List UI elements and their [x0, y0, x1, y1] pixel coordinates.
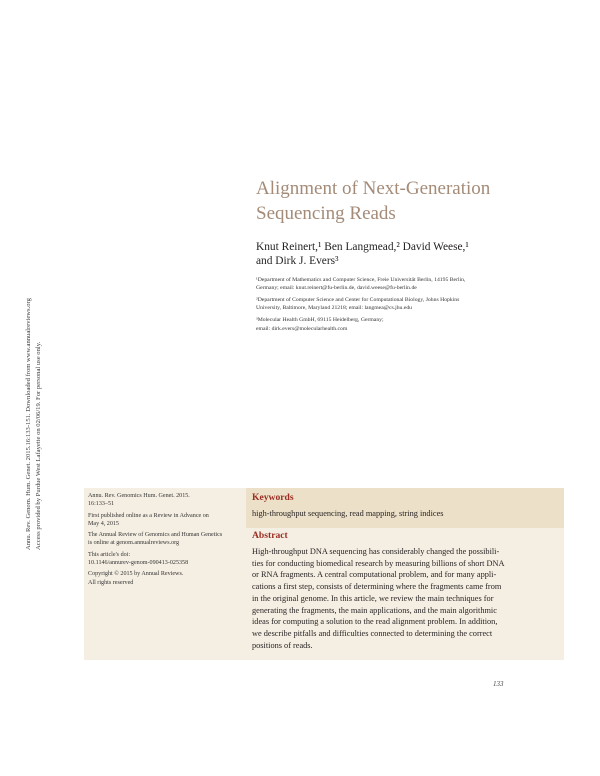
- affiliation-line: ¹Department of Mathematics and Computer Science, Freie Universität Berlin, 14195 Berlin,: [256, 277, 466, 283]
- abstract-line: we describe pitfalls and difficulties connected to determining the correct: [252, 628, 493, 638]
- copyright-line: Copyright © 2015 by Annual Reviews.: [88, 571, 184, 578]
- abstract-heading: Abstract: [252, 530, 288, 541]
- citation-line: 16:133–51: [88, 501, 115, 508]
- abstract-line: cations a first step, consists of determining where the fragments came from: [252, 582, 502, 592]
- author-list: [256, 240, 546, 268]
- online-note-line: The Annual Review of Genomics and Human Genetics: [88, 532, 223, 539]
- affiliation: [256, 276, 516, 292]
- doi-link[interactable]: 10.1146/annurev-genom-090413-025358: [88, 560, 189, 567]
- affiliation: [256, 316, 516, 332]
- author-line: Knut Reinert,¹ Ben Langmead,² David Weese,¹: [256, 241, 469, 253]
- keywords-text: high-throughput sequencing, read mapping, string indices: [252, 509, 444, 518]
- citation: [88, 492, 238, 509]
- affiliation-line: University, Baltimore, Maryland 21218; email: langmea@cs.jhu.edu: [256, 305, 413, 312]
- title-line: Sequencing Reads: [256, 203, 396, 224]
- abstract-line: ties for conducting biomedical research by measuring billions of short DNA: [252, 558, 505, 568]
- affiliation-line: email: dirk.evers@molecularhealth.com: [256, 325, 348, 332]
- keywords-heading: Keywords: [252, 492, 294, 503]
- title-line: Alignment of Next-Generation: [256, 178, 491, 199]
- first-published-line: May 4, 2015: [88, 520, 119, 527]
- download-notice: [24, 214, 48, 550]
- abstract-line: in the original genome. In this article, we review the main techniques for: [252, 593, 494, 603]
- copyright-line: All rights reserved: [88, 579, 134, 586]
- access-notice-line: Access provided by Purdue West Lafayette on 02/06/19. For personal use only.: [35, 341, 42, 550]
- affiliation-list: [256, 276, 516, 337]
- affiliation-line: ²Department of Computer Science and Center for Computational Biology, Johns Hopkins: [256, 297, 460, 304]
- copyright: [88, 570, 238, 587]
- doi-label: This article's doi:: [88, 551, 131, 558]
- abstract-line: generating the fragments, the main applications, and the main algorithmic: [252, 605, 497, 615]
- affiliation-line: Germany; email: knut.reinert@fu-berlin.de, david.weese@fu-berlin.de: [256, 285, 417, 292]
- first-published-line: First published online as a Review in Advance on: [88, 512, 209, 519]
- abstract-line: High-throughput DNA sequencing has considerably changed the possibili-: [252, 547, 500, 556]
- article-info-sidebar: [88, 492, 238, 590]
- affiliation: [256, 296, 516, 312]
- article-title: [256, 176, 576, 226]
- abstract-text: [252, 546, 572, 651]
- doi: [88, 551, 238, 568]
- abstract-line: ideas for computing a solution to the read alignment problem. In addition,: [252, 617, 498, 627]
- online-note-line: is online at genom.annualreviews.org: [88, 540, 180, 547]
- citation-line: Annu. Rev. Genomics Hum. Genet. 2015.: [88, 493, 190, 499]
- affiliation-line: ³Molecular Health GmbH, 69115 Heidelberg, Germany;: [256, 317, 384, 324]
- abstract-line: positions of reads.: [252, 640, 313, 650]
- author-line: and Dirk J. Evers³: [256, 255, 339, 267]
- abstract-line: or RNA fragments. A central computational problem, and for many appli-: [252, 570, 497, 580]
- first-published: [88, 512, 238, 529]
- online-note: [88, 531, 238, 548]
- page-number: 133: [493, 680, 504, 688]
- download-notice-line: Annu. Rev. Genom. Hum. Genet. 2015.16:133-151. Downloaded from www.annualreviews.org: [25, 298, 32, 550]
